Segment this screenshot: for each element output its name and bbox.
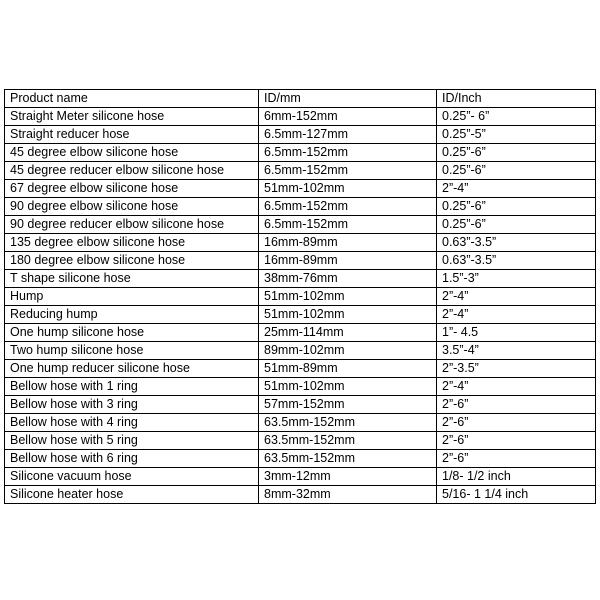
id-mm-cell: 6.5mm-152mm [259,216,437,234]
id-mm-cell: 16mm-89mm [259,252,437,270]
id-mm-cell: 6.5mm-152mm [259,144,437,162]
id-mm-cell: 16mm-89mm [259,234,437,252]
product-name-cell: Straight Meter silicone hose [5,108,259,126]
product-name-cell: Two hump silicone hose [5,342,259,360]
id-mm-cell: 6.5mm-152mm [259,162,437,180]
table-row [5,252,596,270]
id-inch-cell: 2”-6” [437,414,596,432]
id-inch-cell: 1.5”-3” [437,270,596,288]
id-inch-cell: 0.25”-6” [437,162,596,180]
table-row [5,360,596,378]
id-inch-cell: 0.25”- 6” [437,108,596,126]
product-name-cell: Hump [5,288,259,306]
id-mm-cell: 51mm-89mm [259,360,437,378]
product-name-cell: Straight reducer hose [5,126,259,144]
product-name-cell: Bellow hose with 5 ring [5,432,259,450]
id-inch-cell: 2”-4” [437,306,596,324]
table-row [5,198,596,216]
product-name-cell: 90 degree reducer elbow silicone hose [5,216,259,234]
product-name-cell: One hump silicone hose [5,324,259,342]
id-inch-cell: 0.25”-6” [437,216,596,234]
table-row [5,378,596,396]
id-mm-cell: 6.5mm-152mm [259,198,437,216]
table-row [5,414,596,432]
header-product-name: Product name [5,90,259,108]
table-row [5,324,596,342]
id-inch-cell: 0.25”-6” [437,198,596,216]
id-mm-cell: 51mm-102mm [259,306,437,324]
table-row [5,162,596,180]
id-inch-cell: 0.63”-3.5” [437,234,596,252]
table-row [5,216,596,234]
table-row [5,126,596,144]
product-name-cell: Bellow hose with 4 ring [5,414,259,432]
table-row [5,450,596,468]
id-inch-cell: 1/8- 1/2 inch [437,468,596,486]
product-name-cell: Reducing hump [5,306,259,324]
table-row [5,234,596,252]
id-mm-cell: 51mm-102mm [259,378,437,396]
id-mm-cell: 6mm-152mm [259,108,437,126]
id-inch-cell: 2”-6” [437,450,596,468]
table-body [5,108,596,504]
table-row [5,108,596,126]
id-inch-cell: 0.25”-5” [437,126,596,144]
id-mm-cell: 38mm-76mm [259,270,437,288]
table-row [5,486,596,504]
product-name-cell: 45 degree elbow silicone hose [5,144,259,162]
id-mm-cell: 6.5mm-127mm [259,126,437,144]
id-mm-cell: 63.5mm-152mm [259,414,437,432]
table-row [5,306,596,324]
table-row [5,288,596,306]
table-header-row [5,90,596,108]
header-id-inch: ID/Inch [437,90,596,108]
id-inch-cell: 2”-6” [437,432,596,450]
id-mm-cell: 3mm-12mm [259,468,437,486]
table-row [5,468,596,486]
product-name-cell: 180 degree elbow silicone hose [5,252,259,270]
table-row [5,144,596,162]
id-mm-cell: 89mm-102mm [259,342,437,360]
id-mm-cell: 8mm-32mm [259,486,437,504]
product-name-cell: Bellow hose with 1 ring [5,378,259,396]
product-name-cell: 90 degree elbow silicone hose [5,198,259,216]
product-name-cell: 135 degree elbow silicone hose [5,234,259,252]
id-inch-cell: 2”-4” [437,378,596,396]
table-row [5,432,596,450]
table-row [5,180,596,198]
id-inch-cell: 2”-4” [437,288,596,306]
product-name-cell: T shape silicone hose [5,270,259,288]
id-inch-cell: 1”- 4.5 [437,324,596,342]
product-name-cell: Silicone vacuum hose [5,468,259,486]
product-name-cell: Bellow hose with 6 ring [5,450,259,468]
id-inch-cell: 3.5”-4” [437,342,596,360]
product-name-cell: Bellow hose with 3 ring [5,396,259,414]
product-name-cell: 45 degree reducer elbow silicone hose [5,162,259,180]
id-mm-cell: 51mm-102mm [259,288,437,306]
product-name-cell: Silicone heater hose [5,486,259,504]
product-spec-table [4,89,596,504]
table-row [5,342,596,360]
id-mm-cell: 51mm-102mm [259,180,437,198]
id-inch-cell: 2”-6” [437,396,596,414]
id-inch-cell: 2”-4” [437,180,596,198]
id-inch-cell: 2”-3.5” [437,360,596,378]
product-name-cell: One hump reducer silicone hose [5,360,259,378]
product-name-cell: 67 degree elbow silicone hose [5,180,259,198]
id-mm-cell: 25mm-114mm [259,324,437,342]
id-inch-cell: 5/16- 1 1/4 inch [437,486,596,504]
id-mm-cell: 57mm-152mm [259,396,437,414]
header-id-mm: ID/mm [259,90,437,108]
id-mm-cell: 63.5mm-152mm [259,450,437,468]
id-mm-cell: 63.5mm-152mm [259,432,437,450]
table-row [5,270,596,288]
id-inch-cell: 0.63”-3.5” [437,252,596,270]
table-row [5,396,596,414]
id-inch-cell: 0.25”-6” [437,144,596,162]
